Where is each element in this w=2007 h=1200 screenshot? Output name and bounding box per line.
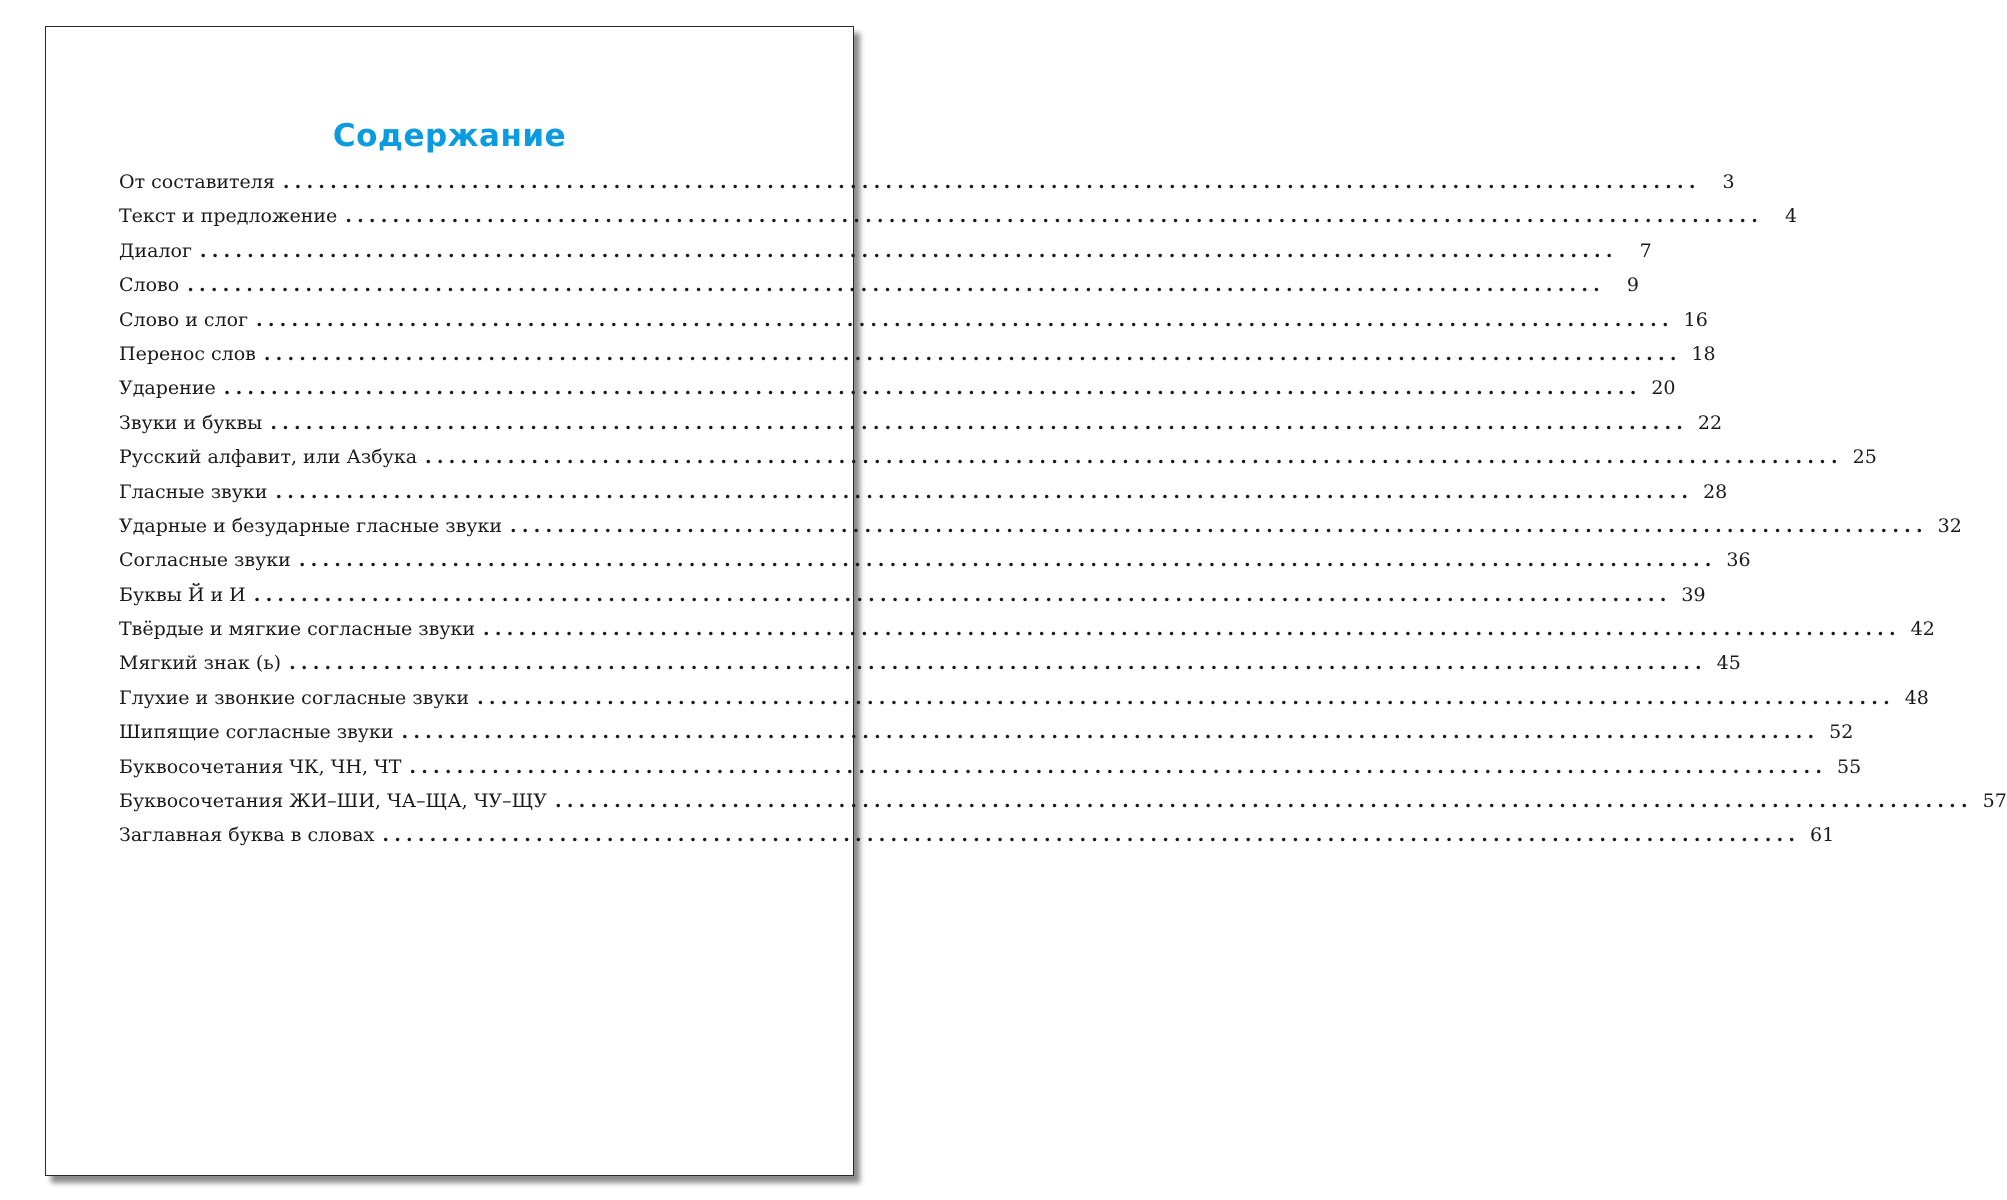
toc-entry-page-number: 25 [1852, 446, 1877, 469]
toc-entry-page-number: 7 [1639, 239, 1652, 262]
toc-entry-page-number: 55 [1837, 755, 1862, 778]
dot-leader: ........................................................................................................................ [510, 514, 1928, 537]
toc-entry-title: Согласные звуки [119, 549, 291, 572]
toc-entry-page-number: 42 [1910, 618, 1935, 641]
toc-entry[interactable] [119, 549, 1751, 583]
dot-leader: ........................................................................................................................ [263, 342, 1682, 365]
toc-entry[interactable] [119, 790, 2007, 824]
toc-entry[interactable] [119, 377, 1676, 411]
dot-leader: ........................................................................................................................ [483, 618, 1901, 641]
toc-entry-page-number: 9 [1626, 274, 1639, 297]
toc-entry-title: Слово [119, 274, 180, 297]
dot-leader: ........................................................................................................................ [256, 308, 1674, 331]
dot-leader: ........................................................................................................................ [555, 790, 1973, 813]
toc-entry-page-number: 20 [1651, 377, 1676, 400]
toc-entry-title: Слово и слог [119, 308, 249, 331]
toc-entry-title: Глухие и звонкие согласные звуки [119, 686, 470, 709]
toc-entry-title: Ударные и безударные гласные звуки [119, 514, 503, 537]
dot-leader: ........................................................................................................................ [253, 583, 1672, 606]
toc-entry-title: Текст и предложение [119, 205, 338, 228]
toc-entry[interactable] [119, 274, 1639, 308]
toc-entry-page-number: 39 [1681, 583, 1706, 606]
table-of-contents [119, 171, 2007, 859]
dot-leader: ........................................................................................................................ [289, 652, 1707, 675]
toc-entry-title: Буквы Й и И [119, 583, 246, 606]
dot-leader: ........................................................................................................................ [345, 205, 1764, 228]
dot-leader: ........................................................................................................................ [199, 239, 1618, 262]
toc-entry-page-number: 16 [1683, 308, 1708, 331]
toc-entry[interactable] [119, 480, 1728, 515]
dot-leader: ........................................................................................................................ [270, 411, 1689, 434]
toc-entry[interactable] [119, 686, 1929, 721]
toc-entry[interactable] [119, 308, 1708, 343]
toc-entry[interactable] [119, 824, 1835, 858]
dot-leader: ........................................................................................................................ [187, 274, 1605, 297]
dot-leader: ........................................................................................................................ [425, 446, 1843, 469]
page-title: Содержание [332, 117, 567, 154]
toc-entry-page-number: 22 [1697, 411, 1723, 434]
toc-entry[interactable] [119, 618, 1935, 652]
toc-entry-page-number: 28 [1703, 480, 1728, 503]
toc-entry[interactable] [119, 411, 1723, 446]
toc-entry-page-number: 61 [1810, 824, 1835, 847]
toc-entry-page-number: 48 [1904, 686, 1929, 709]
toc-entry-page-number: 4 [1784, 205, 1798, 228]
dot-leader: ........................................................................................................................ [382, 824, 1801, 847]
toc-entry-title: Ударение [119, 377, 216, 400]
dot-leader: ........................................................................................................................ [477, 686, 1895, 709]
dot-leader: ........................................................................................................................ [409, 755, 1828, 778]
toc-entry-title: Шипящие согласные звуки [119, 721, 394, 744]
toc-entry[interactable] [119, 652, 1741, 686]
toc-entry[interactable] [119, 342, 1716, 377]
toc-entry[interactable] [119, 514, 1962, 549]
toc-entry-page-number: 57 [1982, 790, 2007, 813]
toc-entry[interactable] [119, 583, 1706, 618]
toc-entry-title: Гласные звуки [119, 480, 268, 503]
toc-entry[interactable] [119, 205, 1798, 239]
dot-leader: ........................................................................................................................ [298, 549, 1717, 572]
dot-leader: ........................................................................................................................ [275, 480, 1694, 503]
toc-entry[interactable] [119, 171, 1735, 205]
toc-entry-title: Русский алфавит, или Азбука [119, 446, 418, 469]
toc-entry-title: От составителя [119, 171, 275, 193]
dot-leader: ........................................................................................................................ [282, 171, 1701, 193]
toc-entry-title: Твёрдые и мягкие согласные звуки [119, 618, 476, 641]
dot-leader: ........................................................................................................................ [223, 377, 1642, 400]
toc-entry-page-number: 32 [1937, 514, 1962, 537]
toc-entry-title: Буквосочетания ЧК, ЧН, ЧТ [119, 755, 402, 778]
toc-entry-title: Мягкий знак (ь) [119, 652, 282, 675]
document-page [45, 26, 2007, 1176]
toc-entry[interactable] [119, 721, 1854, 755]
toc-entry-page-number: 52 [1829, 721, 1854, 744]
toc-entry[interactable] [119, 446, 1877, 480]
toc-entry-title: Диалог [119, 239, 192, 262]
toc-entry-page-number: 3 [1722, 171, 1735, 193]
toc-entry[interactable] [119, 239, 1652, 274]
toc-entry[interactable] [119, 755, 1862, 790]
toc-entry-title: Буквосочетания ЖИ–ШИ, ЧА–ЩА, ЧУ–ЩУ [119, 790, 548, 813]
toc-entry-title: Звуки и буквы [119, 411, 263, 434]
toc-entry-page-number: 36 [1726, 549, 1751, 572]
toc-entry-title: Перенос слов [119, 342, 256, 365]
dot-leader: ........................................................................................................................ [401, 721, 1820, 744]
toc-entry-page-number: 45 [1716, 652, 1741, 675]
toc-entry-title: Заглавная буква в словах [119, 824, 375, 847]
toc-entry-page-number: 18 [1691, 342, 1716, 365]
